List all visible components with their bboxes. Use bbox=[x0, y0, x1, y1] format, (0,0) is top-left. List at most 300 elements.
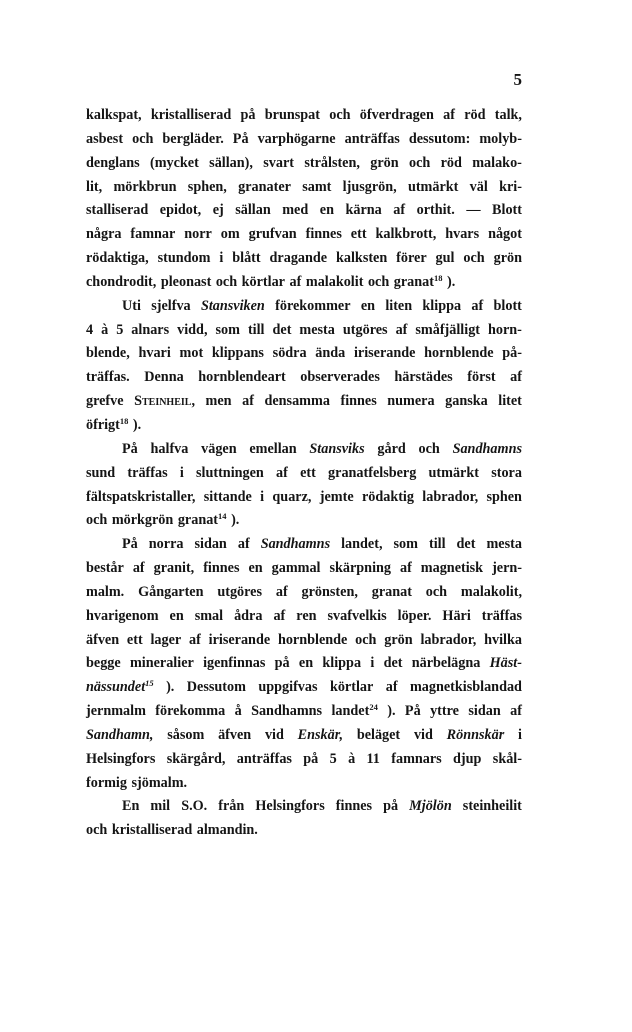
word-text: ett bbox=[300, 464, 316, 481]
text-line bbox=[86, 676, 522, 700]
word-text: På bbox=[122, 440, 138, 457]
word-text: kalkbrott, bbox=[375, 226, 437, 243]
word-text: ända bbox=[315, 345, 346, 362]
word bbox=[393, 199, 405, 223]
word-text: Denna bbox=[144, 369, 184, 386]
word-text: Rönnskär bbox=[446, 726, 505, 743]
word-text: epidot, bbox=[159, 202, 202, 219]
text-line bbox=[86, 509, 522, 533]
word-text: utgöres bbox=[342, 321, 388, 338]
word bbox=[86, 366, 130, 390]
word bbox=[409, 152, 430, 176]
word bbox=[235, 700, 242, 724]
word-text: grönsten, bbox=[301, 583, 358, 600]
word-text: och bbox=[367, 273, 390, 290]
word bbox=[86, 342, 130, 366]
word-text: anträffas bbox=[236, 750, 292, 767]
text-line bbox=[86, 438, 522, 462]
word-text: och bbox=[408, 154, 431, 171]
word bbox=[491, 462, 522, 486]
word-text: iriserande bbox=[208, 631, 271, 648]
text-line bbox=[86, 271, 522, 295]
word-text: sund bbox=[86, 464, 116, 481]
word bbox=[370, 152, 398, 176]
word-text: à bbox=[348, 750, 356, 767]
word-text: horn- bbox=[488, 321, 522, 338]
word-text: Stansviken bbox=[200, 297, 265, 314]
word-text: iriserande bbox=[353, 345, 416, 362]
word-text: malakolit, bbox=[460, 583, 522, 600]
word bbox=[330, 748, 337, 772]
word-text: (mycket bbox=[149, 154, 199, 171]
word-text: gård bbox=[377, 440, 406, 457]
text-line bbox=[86, 247, 522, 271]
word bbox=[442, 605, 470, 629]
word-text: famnars bbox=[391, 750, 442, 767]
word-with-footnote bbox=[331, 700, 377, 724]
word-text: och bbox=[86, 512, 108, 529]
word-text: Stansviks bbox=[309, 440, 365, 457]
word-text: af bbox=[289, 273, 302, 290]
word bbox=[249, 223, 297, 247]
word-text: hvari bbox=[138, 345, 171, 362]
word bbox=[409, 795, 452, 819]
word-text: fältspatskristaller, bbox=[86, 488, 196, 505]
word bbox=[154, 557, 195, 581]
word bbox=[151, 295, 190, 319]
word bbox=[343, 319, 388, 343]
word-text: beläget bbox=[356, 726, 401, 743]
word bbox=[492, 199, 522, 223]
word bbox=[426, 581, 447, 605]
word-text: mineralier bbox=[129, 655, 194, 672]
word-text: och bbox=[425, 583, 448, 600]
word-text: mil bbox=[150, 798, 171, 815]
word-text: ). bbox=[132, 416, 142, 433]
word bbox=[494, 295, 522, 319]
word-text: grefve bbox=[86, 393, 124, 410]
word bbox=[499, 176, 522, 200]
word bbox=[272, 557, 321, 581]
word bbox=[420, 629, 476, 653]
word-with-footnote bbox=[394, 271, 443, 295]
word-text: sällan), bbox=[209, 154, 253, 171]
word bbox=[272, 486, 311, 510]
word bbox=[422, 295, 461, 319]
word-text: Häri bbox=[442, 607, 471, 624]
word-text: röd bbox=[440, 154, 462, 171]
word-text: på bbox=[303, 750, 319, 767]
word bbox=[170, 605, 184, 629]
word-text: alnars bbox=[131, 321, 170, 338]
word bbox=[329, 104, 350, 128]
word-text: granater bbox=[238, 178, 291, 195]
word bbox=[155, 700, 225, 724]
word bbox=[340, 390, 376, 414]
word-text: klippa bbox=[322, 655, 362, 672]
word-text: en bbox=[169, 607, 184, 624]
word bbox=[233, 128, 249, 152]
word bbox=[315, 342, 345, 366]
word bbox=[441, 152, 462, 176]
word-text: småfjälligt bbox=[415, 321, 481, 338]
text-line bbox=[86, 295, 522, 319]
word bbox=[415, 319, 480, 343]
word-text: som bbox=[393, 536, 418, 553]
word bbox=[421, 557, 483, 581]
word-text: på- bbox=[502, 345, 522, 362]
word bbox=[127, 629, 143, 653]
word-text: smal bbox=[194, 607, 224, 624]
word bbox=[213, 199, 224, 223]
word-text: i bbox=[518, 726, 522, 743]
word bbox=[149, 533, 184, 557]
word bbox=[457, 533, 476, 557]
word bbox=[232, 247, 260, 271]
word bbox=[329, 557, 391, 581]
word-text: mesta bbox=[486, 536, 522, 553]
word bbox=[138, 342, 170, 366]
word bbox=[466, 199, 480, 223]
word bbox=[320, 199, 334, 223]
word-text: Helsingfors bbox=[86, 750, 156, 767]
word-text: af bbox=[132, 560, 145, 577]
word-text: hvilka bbox=[484, 631, 522, 648]
word bbox=[218, 724, 251, 748]
word-text: grön bbox=[384, 631, 413, 648]
word bbox=[409, 128, 470, 152]
word bbox=[212, 342, 264, 366]
word-text: väl bbox=[469, 178, 488, 195]
word-text: en bbox=[319, 202, 334, 219]
word bbox=[276, 581, 288, 605]
word bbox=[258, 676, 317, 700]
word bbox=[113, 176, 176, 200]
word bbox=[86, 629, 119, 653]
word bbox=[384, 629, 412, 653]
word-text: och bbox=[463, 250, 485, 267]
word bbox=[357, 724, 400, 748]
word-text: hornblendeart bbox=[198, 369, 286, 386]
word-text: i bbox=[370, 655, 375, 672]
word bbox=[263, 152, 294, 176]
word-text: på bbox=[274, 655, 290, 672]
word-text: det bbox=[456, 536, 476, 553]
word-text: förekommer bbox=[275, 297, 351, 314]
word-text: det bbox=[272, 321, 292, 338]
word-text: finnes bbox=[203, 560, 240, 577]
word bbox=[162, 128, 223, 152]
word bbox=[144, 366, 183, 390]
text-line bbox=[86, 724, 522, 748]
word bbox=[241, 104, 256, 128]
word bbox=[510, 366, 522, 390]
word bbox=[209, 152, 253, 176]
word bbox=[445, 390, 488, 414]
word-text: almandin. bbox=[196, 822, 258, 839]
word bbox=[424, 342, 493, 366]
text-line bbox=[86, 652, 522, 676]
word-text: på bbox=[240, 107, 256, 123]
word bbox=[328, 462, 416, 486]
word bbox=[275, 652, 290, 676]
word-text: blende, bbox=[86, 345, 130, 362]
text-line bbox=[86, 605, 522, 629]
word bbox=[130, 223, 175, 247]
word-text: Sandhamn, bbox=[86, 726, 154, 743]
word bbox=[150, 152, 199, 176]
text-line bbox=[86, 700, 522, 724]
word-text: af bbox=[443, 107, 455, 123]
word bbox=[276, 462, 288, 486]
word bbox=[355, 629, 376, 653]
word bbox=[453, 748, 481, 772]
word-text: förekomma bbox=[155, 703, 226, 720]
word-text: à bbox=[101, 321, 109, 338]
text-line bbox=[86, 176, 522, 200]
word-text: asbest bbox=[86, 130, 124, 147]
word-text: af bbox=[510, 369, 522, 386]
word bbox=[348, 748, 355, 772]
word bbox=[436, 247, 455, 271]
word bbox=[203, 652, 265, 676]
word-text: svafvelkis bbox=[327, 607, 387, 624]
word-text: observerades bbox=[300, 369, 380, 386]
word-text: gammal bbox=[271, 560, 321, 577]
word bbox=[203, 557, 239, 581]
word bbox=[204, 486, 252, 510]
word-text: i bbox=[179, 464, 184, 481]
word bbox=[131, 319, 169, 343]
word-text: skärpning bbox=[329, 560, 391, 577]
word bbox=[470, 176, 488, 200]
word bbox=[422, 486, 478, 510]
word-text: körtlar bbox=[241, 273, 285, 290]
word bbox=[510, 700, 522, 724]
word bbox=[150, 629, 181, 653]
word-text: en bbox=[248, 560, 263, 577]
word-text: 5 bbox=[329, 750, 337, 767]
word-text: men bbox=[205, 393, 232, 410]
word-text: af bbox=[237, 536, 250, 553]
word-text: af bbox=[395, 321, 408, 338]
word bbox=[322, 652, 361, 676]
word-text: På bbox=[232, 130, 249, 147]
word-text: träffas bbox=[481, 607, 522, 624]
footnote-ref: 24 bbox=[369, 702, 378, 713]
word-text: quarz, bbox=[272, 488, 312, 505]
word-text: som bbox=[215, 321, 240, 338]
text-line bbox=[86, 104, 522, 128]
word bbox=[238, 533, 250, 557]
word bbox=[219, 247, 223, 271]
word bbox=[396, 319, 408, 343]
word bbox=[419, 438, 440, 462]
word-text: varphögarne bbox=[257, 130, 336, 147]
word-text: härstädes bbox=[394, 369, 453, 386]
text-line bbox=[86, 533, 522, 557]
word-text: mörkbrun bbox=[113, 178, 177, 195]
word-text: något bbox=[488, 226, 522, 243]
text-line bbox=[86, 462, 522, 486]
word-text: ljusgrön, bbox=[342, 178, 397, 195]
word bbox=[343, 176, 397, 200]
word-text: kalkspat, bbox=[86, 107, 142, 123]
word-text: magnetisk bbox=[420, 560, 484, 577]
word-text: af bbox=[242, 393, 254, 410]
word-text: af bbox=[471, 297, 484, 314]
word bbox=[400, 557, 412, 581]
word bbox=[101, 319, 108, 343]
word bbox=[216, 319, 240, 343]
word bbox=[345, 199, 381, 223]
word bbox=[328, 605, 387, 629]
word bbox=[394, 533, 418, 557]
word-text: å bbox=[234, 703, 242, 720]
word bbox=[249, 438, 296, 462]
word-text: vid bbox=[413, 726, 433, 743]
word bbox=[86, 128, 123, 152]
word-text: vägen bbox=[201, 440, 237, 457]
word bbox=[362, 486, 414, 510]
word-text: träffas bbox=[127, 464, 168, 481]
word-text: På bbox=[122, 536, 138, 553]
word bbox=[498, 390, 522, 414]
word-text: en bbox=[360, 297, 375, 314]
word-text: skärgård, bbox=[166, 750, 226, 767]
word bbox=[351, 223, 367, 247]
word-text: och bbox=[132, 130, 154, 147]
word bbox=[502, 342, 522, 366]
word bbox=[251, 700, 322, 724]
word-text: ett bbox=[126, 631, 143, 648]
word bbox=[158, 247, 211, 271]
word bbox=[180, 342, 204, 366]
word bbox=[383, 795, 398, 819]
word bbox=[387, 700, 395, 724]
word bbox=[86, 557, 124, 581]
word bbox=[384, 652, 403, 676]
word bbox=[306, 223, 342, 247]
word bbox=[273, 319, 292, 343]
word-text: halfva bbox=[150, 440, 189, 457]
word bbox=[493, 748, 522, 772]
word bbox=[201, 295, 265, 319]
word bbox=[298, 724, 343, 748]
word-text: ). bbox=[231, 512, 240, 529]
word-text: Sandhamns bbox=[452, 440, 522, 457]
word bbox=[300, 462, 316, 486]
word bbox=[336, 247, 387, 271]
word bbox=[122, 295, 141, 319]
word bbox=[430, 700, 459, 724]
word bbox=[86, 176, 102, 200]
word bbox=[372, 581, 412, 605]
word-text: formig bbox=[86, 774, 127, 791]
word-text: stundom bbox=[157, 250, 211, 267]
word-text: rödaktiga, bbox=[86, 250, 149, 267]
word bbox=[258, 128, 336, 152]
word bbox=[488, 319, 522, 343]
word bbox=[86, 319, 93, 343]
word bbox=[161, 271, 211, 295]
word-text: dessutom: bbox=[408, 130, 471, 147]
word-text: grufvan bbox=[248, 226, 297, 243]
word bbox=[302, 581, 358, 605]
word-text: anträffas bbox=[344, 130, 400, 147]
word bbox=[188, 176, 227, 200]
word-text: mörkgrön bbox=[111, 512, 174, 529]
word-text: pleonast bbox=[160, 273, 212, 290]
text-line bbox=[86, 581, 522, 605]
word-text: södra bbox=[272, 345, 307, 362]
word bbox=[197, 819, 258, 843]
word bbox=[265, 724, 284, 748]
word-text: Dessutom bbox=[186, 679, 246, 696]
word-text: några bbox=[86, 226, 122, 243]
word-text: emellan bbox=[249, 440, 297, 457]
word-text: kri- bbox=[499, 178, 522, 195]
word-text: Mjölön bbox=[409, 798, 452, 815]
word bbox=[116, 319, 123, 343]
word bbox=[290, 271, 302, 295]
word-text: kristalliserad bbox=[150, 107, 232, 123]
word bbox=[177, 319, 207, 343]
word-text: granat bbox=[393, 273, 434, 290]
word-text: 11 bbox=[366, 750, 380, 767]
word bbox=[248, 557, 262, 581]
word bbox=[391, 748, 441, 772]
word-text: grön bbox=[493, 250, 522, 267]
word-text: igenfinnas bbox=[203, 655, 266, 672]
word-text: molyb- bbox=[479, 130, 522, 147]
text-line bbox=[86, 772, 522, 796]
word bbox=[217, 581, 262, 605]
word bbox=[238, 176, 291, 200]
word-text: labrador, bbox=[422, 488, 479, 505]
word bbox=[296, 605, 316, 629]
word-text: af bbox=[276, 464, 288, 481]
word bbox=[398, 605, 432, 629]
word-text: rödaktig bbox=[361, 488, 414, 505]
word-text: ). bbox=[387, 703, 396, 720]
word-text: begge bbox=[86, 655, 121, 672]
word bbox=[370, 652, 374, 676]
word bbox=[309, 438, 364, 462]
word bbox=[209, 629, 270, 653]
word bbox=[270, 247, 328, 271]
text-line bbox=[86, 629, 522, 653]
word bbox=[386, 676, 398, 700]
word-text: På bbox=[404, 703, 421, 720]
word bbox=[181, 795, 207, 819]
word-text: löper. bbox=[397, 607, 432, 624]
word-text: sjömalm. bbox=[131, 774, 188, 791]
word-text: S.O. bbox=[181, 798, 208, 815]
word bbox=[86, 772, 127, 796]
word-text: vid bbox=[264, 726, 284, 743]
word bbox=[330, 676, 373, 700]
word-text: sidan bbox=[468, 703, 501, 720]
word bbox=[218, 795, 244, 819]
word bbox=[368, 271, 389, 295]
word-text: af bbox=[399, 560, 412, 577]
word-text: malako- bbox=[472, 154, 522, 171]
word-text: träffas. bbox=[86, 369, 130, 386]
word bbox=[486, 486, 522, 510]
word-text: uppgifvas bbox=[258, 679, 318, 696]
word bbox=[463, 247, 484, 271]
